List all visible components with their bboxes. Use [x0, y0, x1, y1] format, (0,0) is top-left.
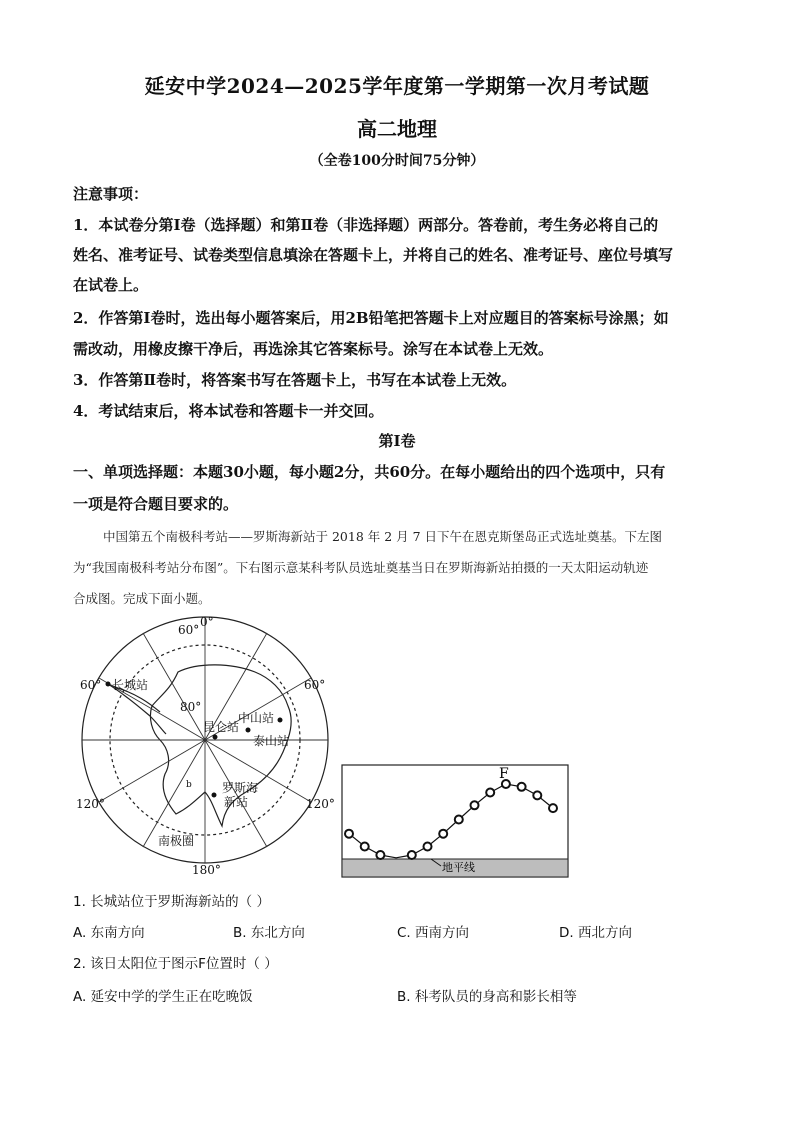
changcheng-station-label: 长城站 — [112, 678, 149, 692]
luosihai-station-label: 新站 — [224, 795, 249, 809]
question-1-option-c[interactable]: C. 西南方向 — [397, 925, 470, 941]
intro-line: 为“我国南极科考站分布图”。下右图示意某科考队员选址奠基当日在罗斯海新站拍摄的一天太阳运动轨迹 — [73, 560, 649, 575]
exam-title: 延安中学2024—2025学年度第一学期第一次月考试题 — [144, 74, 650, 98]
meridian-180-label: 180° — [192, 863, 221, 877]
kunlun-station-label: 昆仑站 — [203, 720, 240, 734]
zhongshan-station-label: 中山站 — [238, 711, 275, 725]
sun-position-marker — [439, 830, 447, 838]
antarctic-circle-label: 南极圈 — [158, 834, 195, 848]
meridian-120-right-label: 120° — [306, 797, 335, 811]
taishan-station-dot — [246, 728, 251, 733]
meridian-line — [143, 740, 205, 847]
intro-line: 合成图。完成下面小题。 — [73, 591, 211, 606]
sun-position-marker — [486, 789, 494, 797]
part-heading-line: 一项是符合题目要求的。 — [73, 495, 239, 513]
luosihai-station-label: 罗斯海 — [222, 781, 259, 795]
zhongshan-station-dot — [278, 718, 283, 723]
antarctic-station-map — [70, 612, 345, 882]
instruction-line: 需改动，用橡皮擦干净后，再选涂其它答案标号。涂写在本试卷上无效。 — [73, 340, 554, 358]
sun-position-marker — [361, 843, 369, 851]
taishan-station-label: 泰山站 — [253, 734, 290, 748]
part-heading-line: 一、单项选择题：本题30小题，每小题2分，共60分。在每小题给出的四个选项中，只有 — [73, 463, 666, 481]
instruction-line: 在试卷上。 — [73, 276, 149, 294]
sun-point-f-label: F — [499, 766, 509, 782]
sun-position-marker — [471, 801, 479, 809]
changcheng-station-dot — [106, 682, 111, 687]
meridian-120-left-label: 120° — [76, 797, 105, 811]
latitude-80-label: 80° — [180, 700, 202, 714]
meridian-line — [143, 633, 205, 740]
meridian-60-left-label: 60° — [80, 678, 102, 692]
sun-position-marker — [376, 851, 384, 859]
sun-position-marker — [408, 851, 416, 859]
sun-position-marker — [345, 830, 353, 838]
section-title: 第Ⅰ卷 — [378, 432, 416, 450]
luosihai-station-dot — [212, 793, 217, 798]
meridian-60-right-label: 60° — [304, 678, 326, 692]
sun-position-marker — [533, 791, 541, 799]
question-1-option-a[interactable]: A. 东南方向 — [73, 925, 145, 941]
subject-title: 高二地理 — [357, 117, 437, 141]
exam-duration-note: （全卷100分时间75分钟） — [309, 153, 485, 169]
instructions-heading: 注意事项： — [73, 185, 149, 203]
sun-position-marker — [518, 783, 526, 791]
instruction-line: 4．考试结束后，将本试卷和答题卡一并交回。 — [73, 402, 384, 420]
kunlun-station-dot — [213, 735, 218, 740]
instruction-line: 1．本试卷分第Ⅰ卷（选择题）和第Ⅱ卷（非选择题）两部分。答卷前，考生务必将自己的 — [73, 216, 659, 234]
sun-position-marker — [424, 843, 432, 851]
question-1-option-d[interactable]: D. 西北方向 — [559, 925, 632, 941]
instruction-line: 姓名、准考证号、试卷类型信息填涂在答题卡上，并将自己的姓名、准考证号、座位号填写 — [73, 246, 674, 264]
question-2-stem: 2. 该日太阳位于图示F位置时（ ） — [73, 956, 278, 972]
question-1-option-b[interactable]: B. 东北方向 — [233, 925, 305, 941]
question-2-option-b[interactable]: B. 科考队员的身高和影长相等 — [397, 989, 577, 1005]
instruction-line: 2．作答第Ⅰ卷时，选出每小题答案后，用2B铅笔把答题卡上对应题目的答案标号涂黑；如 — [73, 309, 669, 327]
small-b-label: b — [186, 780, 192, 790]
question-2-option-a[interactable]: A. 延安中学的学生正在吃晚饭 — [73, 989, 253, 1005]
sun-trajectory-chart — [335, 758, 575, 883]
meridian-60-label: 60° — [178, 623, 200, 637]
intro-line: 中国第五个南极科考站——罗斯海新站于 2018 年 2 月 7 日下午在恩克斯堡岛正式选址奠基。下左图 — [103, 529, 663, 544]
instruction-line: 3．作答第Ⅱ卷时，将答案书写在答题卡上，书写在本试卷上无效。 — [73, 371, 517, 389]
sun-position-marker — [455, 816, 463, 824]
horizon-label: 地平线 — [442, 861, 475, 874]
sun-position-marker — [549, 804, 557, 812]
meridian-0-label: 0° — [200, 615, 214, 629]
question-1-stem: 1. 长城站位于罗斯海新站的（ ） — [73, 894, 270, 910]
